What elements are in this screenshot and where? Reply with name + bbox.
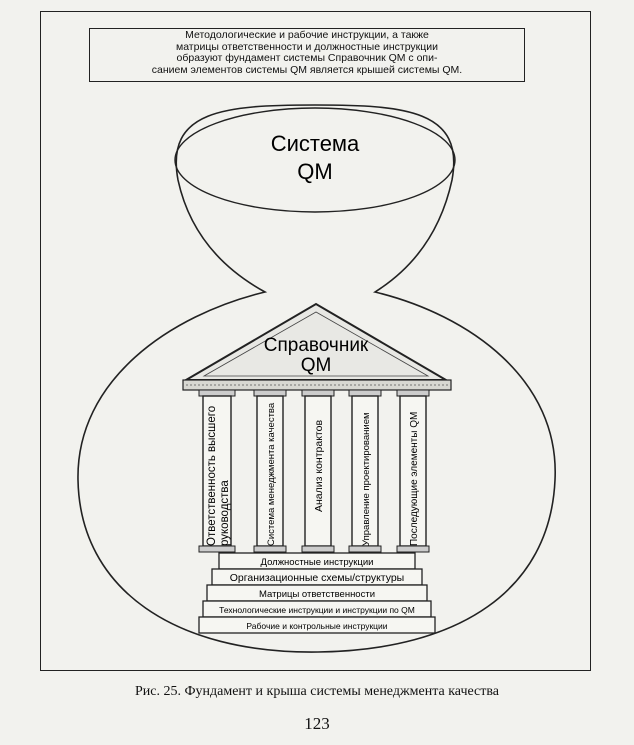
step-label-5: Рабочие и контрольные инструкции — [246, 621, 388, 631]
pillar — [254, 390, 286, 552]
pillar-label-5: Последующие элементы QM — [409, 411, 420, 546]
pillar — [349, 390, 381, 552]
foundation-step — [199, 617, 435, 633]
foundation-step — [212, 569, 422, 585]
cloud-label-line2: QM — [297, 159, 333, 184]
step-label-3: Матрицы ответственности — [258, 589, 376, 600]
intro-line: образуют фундамент системы Справочник QM с опи- — [176, 52, 438, 64]
pillar-label-1a: Ответственность высшего — [206, 405, 218, 546]
cloud-label-line1: Система — [270, 131, 360, 156]
pillar-label-3: Анализ контрактов — [313, 419, 325, 512]
pillar — [199, 390, 235, 552]
step-label-4: Технологические инструкции и инструкции по QM — [219, 605, 415, 615]
pillar-label-1b: руководства — [219, 480, 231, 546]
figure-caption: Рис. 25. Фундамент и крыша системы менеджмента качества — [134, 684, 500, 699]
step-label-1: Должностные инструкции — [260, 557, 374, 568]
roof-label-line2: QM — [300, 355, 332, 376]
foundation-step — [207, 585, 427, 601]
roof-label-line1: Справочник — [263, 335, 369, 356]
pillar-label-4: Управление проектированием — [361, 412, 372, 546]
step-label-2: Организационные схемы/структуры — [229, 572, 405, 584]
intro-line: Методологические и рабочие инструкции, а также — [185, 29, 429, 41]
pillar-label-2: Система менеджмента качества — [266, 402, 277, 546]
page-number: 123 — [304, 714, 330, 733]
foundation-step — [219, 553, 415, 569]
pillar — [302, 390, 334, 552]
pillar — [397, 390, 429, 552]
intro-line: санием элементов системы QM является крышей системы QM. — [151, 63, 463, 76]
intro-line: матрицы ответственности и должностные инструкции — [175, 40, 439, 53]
foundation-step — [203, 601, 431, 617]
